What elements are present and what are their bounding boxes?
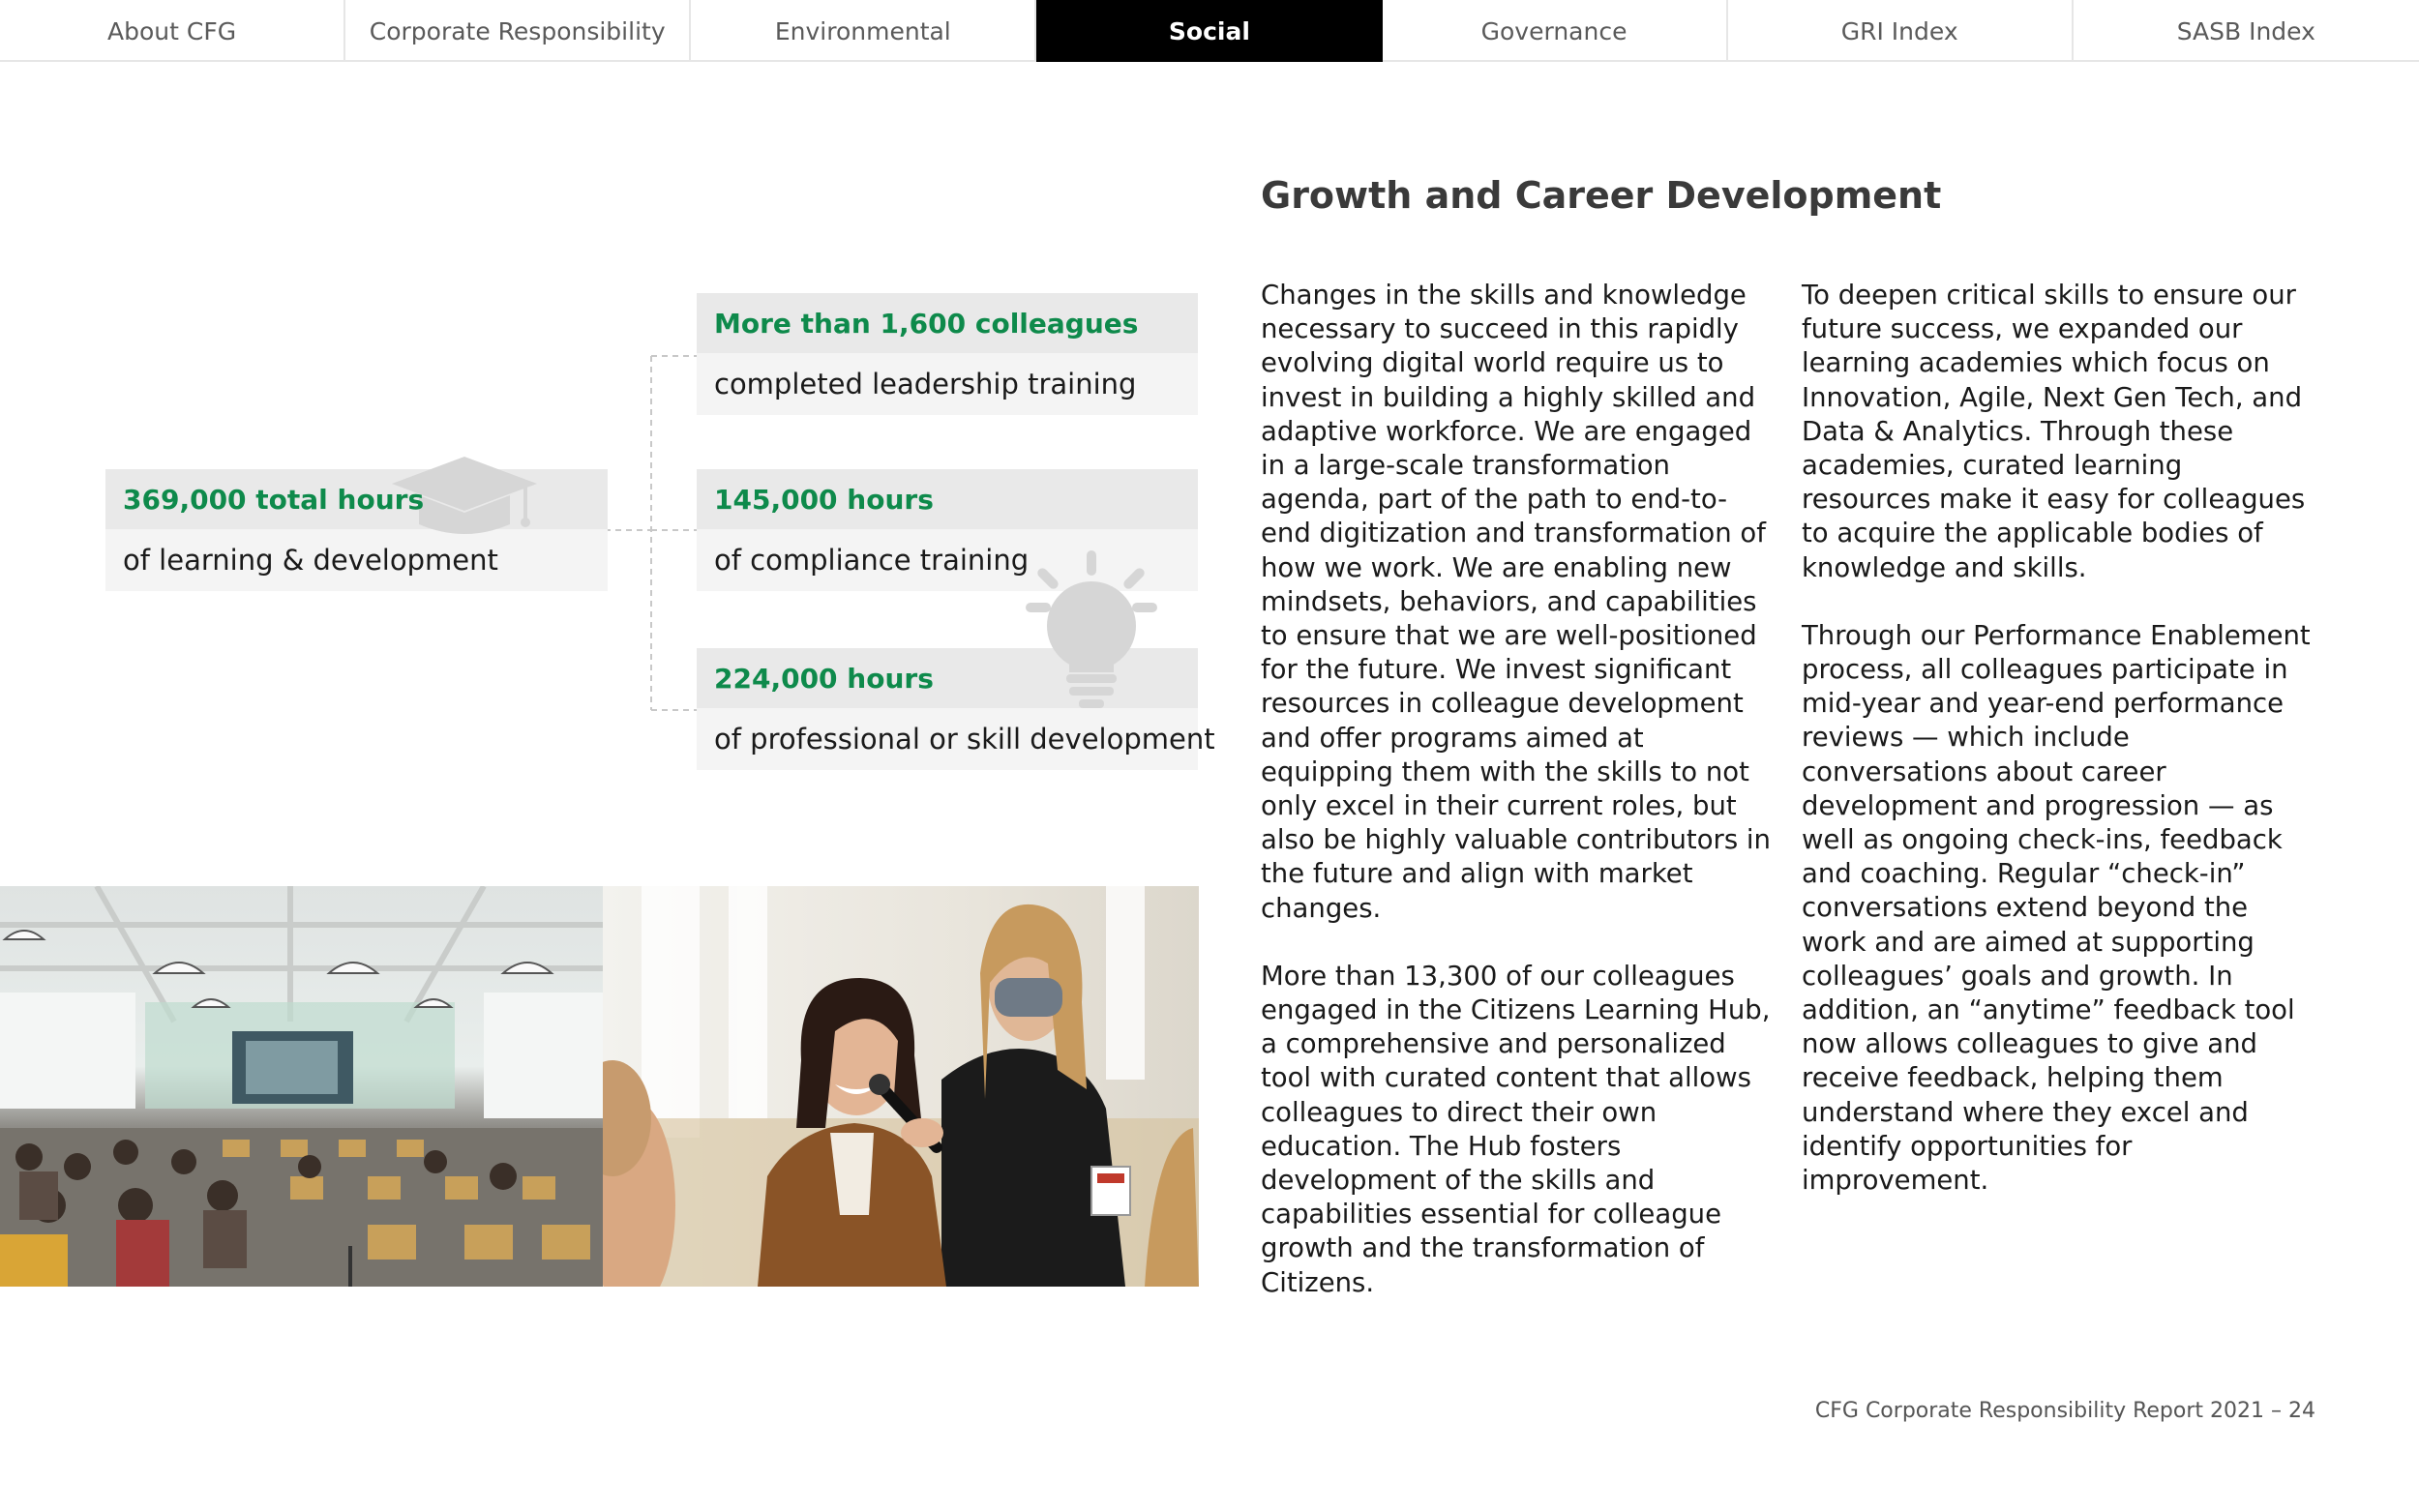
- tab-environmental[interactable]: Environmental: [691, 0, 1036, 62]
- stat-total-description: of learning & development: [105, 529, 608, 591]
- stat-professional-highlight: 224,000 hours: [697, 648, 1198, 708]
- speakers-photo: [603, 886, 1199, 1287]
- stat-leadership-highlight: More than 1,600 colleagues: [697, 293, 1198, 353]
- stat-leadership-description: completed leadership training: [697, 353, 1198, 415]
- paragraph: Changes in the skills and knowledge necessary to succeed in this rapidly evolving digital world require us to invest in building a highly skilled and adaptive workforce. We are engaged in a large-scale transformation agenda, part of the path to end-to-end digitization and transformation of how we work. We are enabling new mindsets, behaviors, and capabilities to ensure that we are well-positioned for the future. We invest significant resources in colleague development and offer programs aimed at equipping them with the skills to not only excel in their current roles, but also be highly valuable contributors in the future and align with market changes.: [1261, 280, 1771, 924]
- event-audience-photo: [0, 886, 603, 1287]
- stat-professional-description: of professional or skill development: [697, 708, 1198, 770]
- tab-about-cfg[interactable]: About CFG: [0, 0, 345, 62]
- stat-compliance-highlight: 145,000 hours: [697, 469, 1198, 529]
- stat-total-highlight: 369,000 total hours: [105, 469, 608, 529]
- tab-governance[interactable]: Governance: [1383, 0, 1728, 62]
- stat-compliance-description: of compliance training: [697, 529, 1198, 591]
- paragraph: More than 13,300 of our colleagues engaged in the Citizens Learning Hub, a comprehensive and personalized tool with curated content that allows colleagues to direct their own education. The Hub fosters development of the skills and capabilities essential for colleague growth and the transformation of Citizens.: [1261, 960, 1771, 1298]
- tab-gri-index[interactable]: GRI Index: [1728, 0, 2074, 62]
- tab-corporate-responsibility[interactable]: Corporate Responsibility: [345, 0, 691, 62]
- top-nav: [0, 0, 2419, 62]
- page-footer: CFG Corporate Responsibility Report 2021 – 24: [1814, 1399, 2315, 1423]
- article-column-1: [1261, 279, 1772, 1334]
- paragraph: To deepen critical skills to ensure our future success, we expanded our learning academies which focus on Innovation, Agile, Next Gen Tech, and Data & Analytics. Through these academies, curated learning resources make it easy for colleagues to acquire the applicable bodies of knowledge and skills.: [1802, 280, 2306, 583]
- article-column-2: [1802, 279, 2313, 1231]
- article-title: Growth and Career Development: [1261, 174, 1942, 217]
- lightbulb-icon: [1006, 547, 1176, 711]
- paragraph: Through our Performance Enablement process, all colleagues participate in mid-year and year-end performance reviews — which include conversations about career development and progression — as well as ongoing check-ins, feedback and coaching. Regular “check-in” conversations extend beyond the work and are aimed at supporting colleagues’ goals and growth. In addition, an “anytime” feedback tool now allows colleagues to give and receive feedback, helping them understand where they excel and identify opportunities for improvement.: [1802, 619, 2311, 1197]
- tab-sasb-index[interactable]: SASB Index: [2176, 16, 2315, 45]
- stats-connector: [600, 348, 706, 716]
- tab-social[interactable]: Social: [1036, 0, 1382, 62]
- stat-leadership-training: [697, 293, 1198, 415]
